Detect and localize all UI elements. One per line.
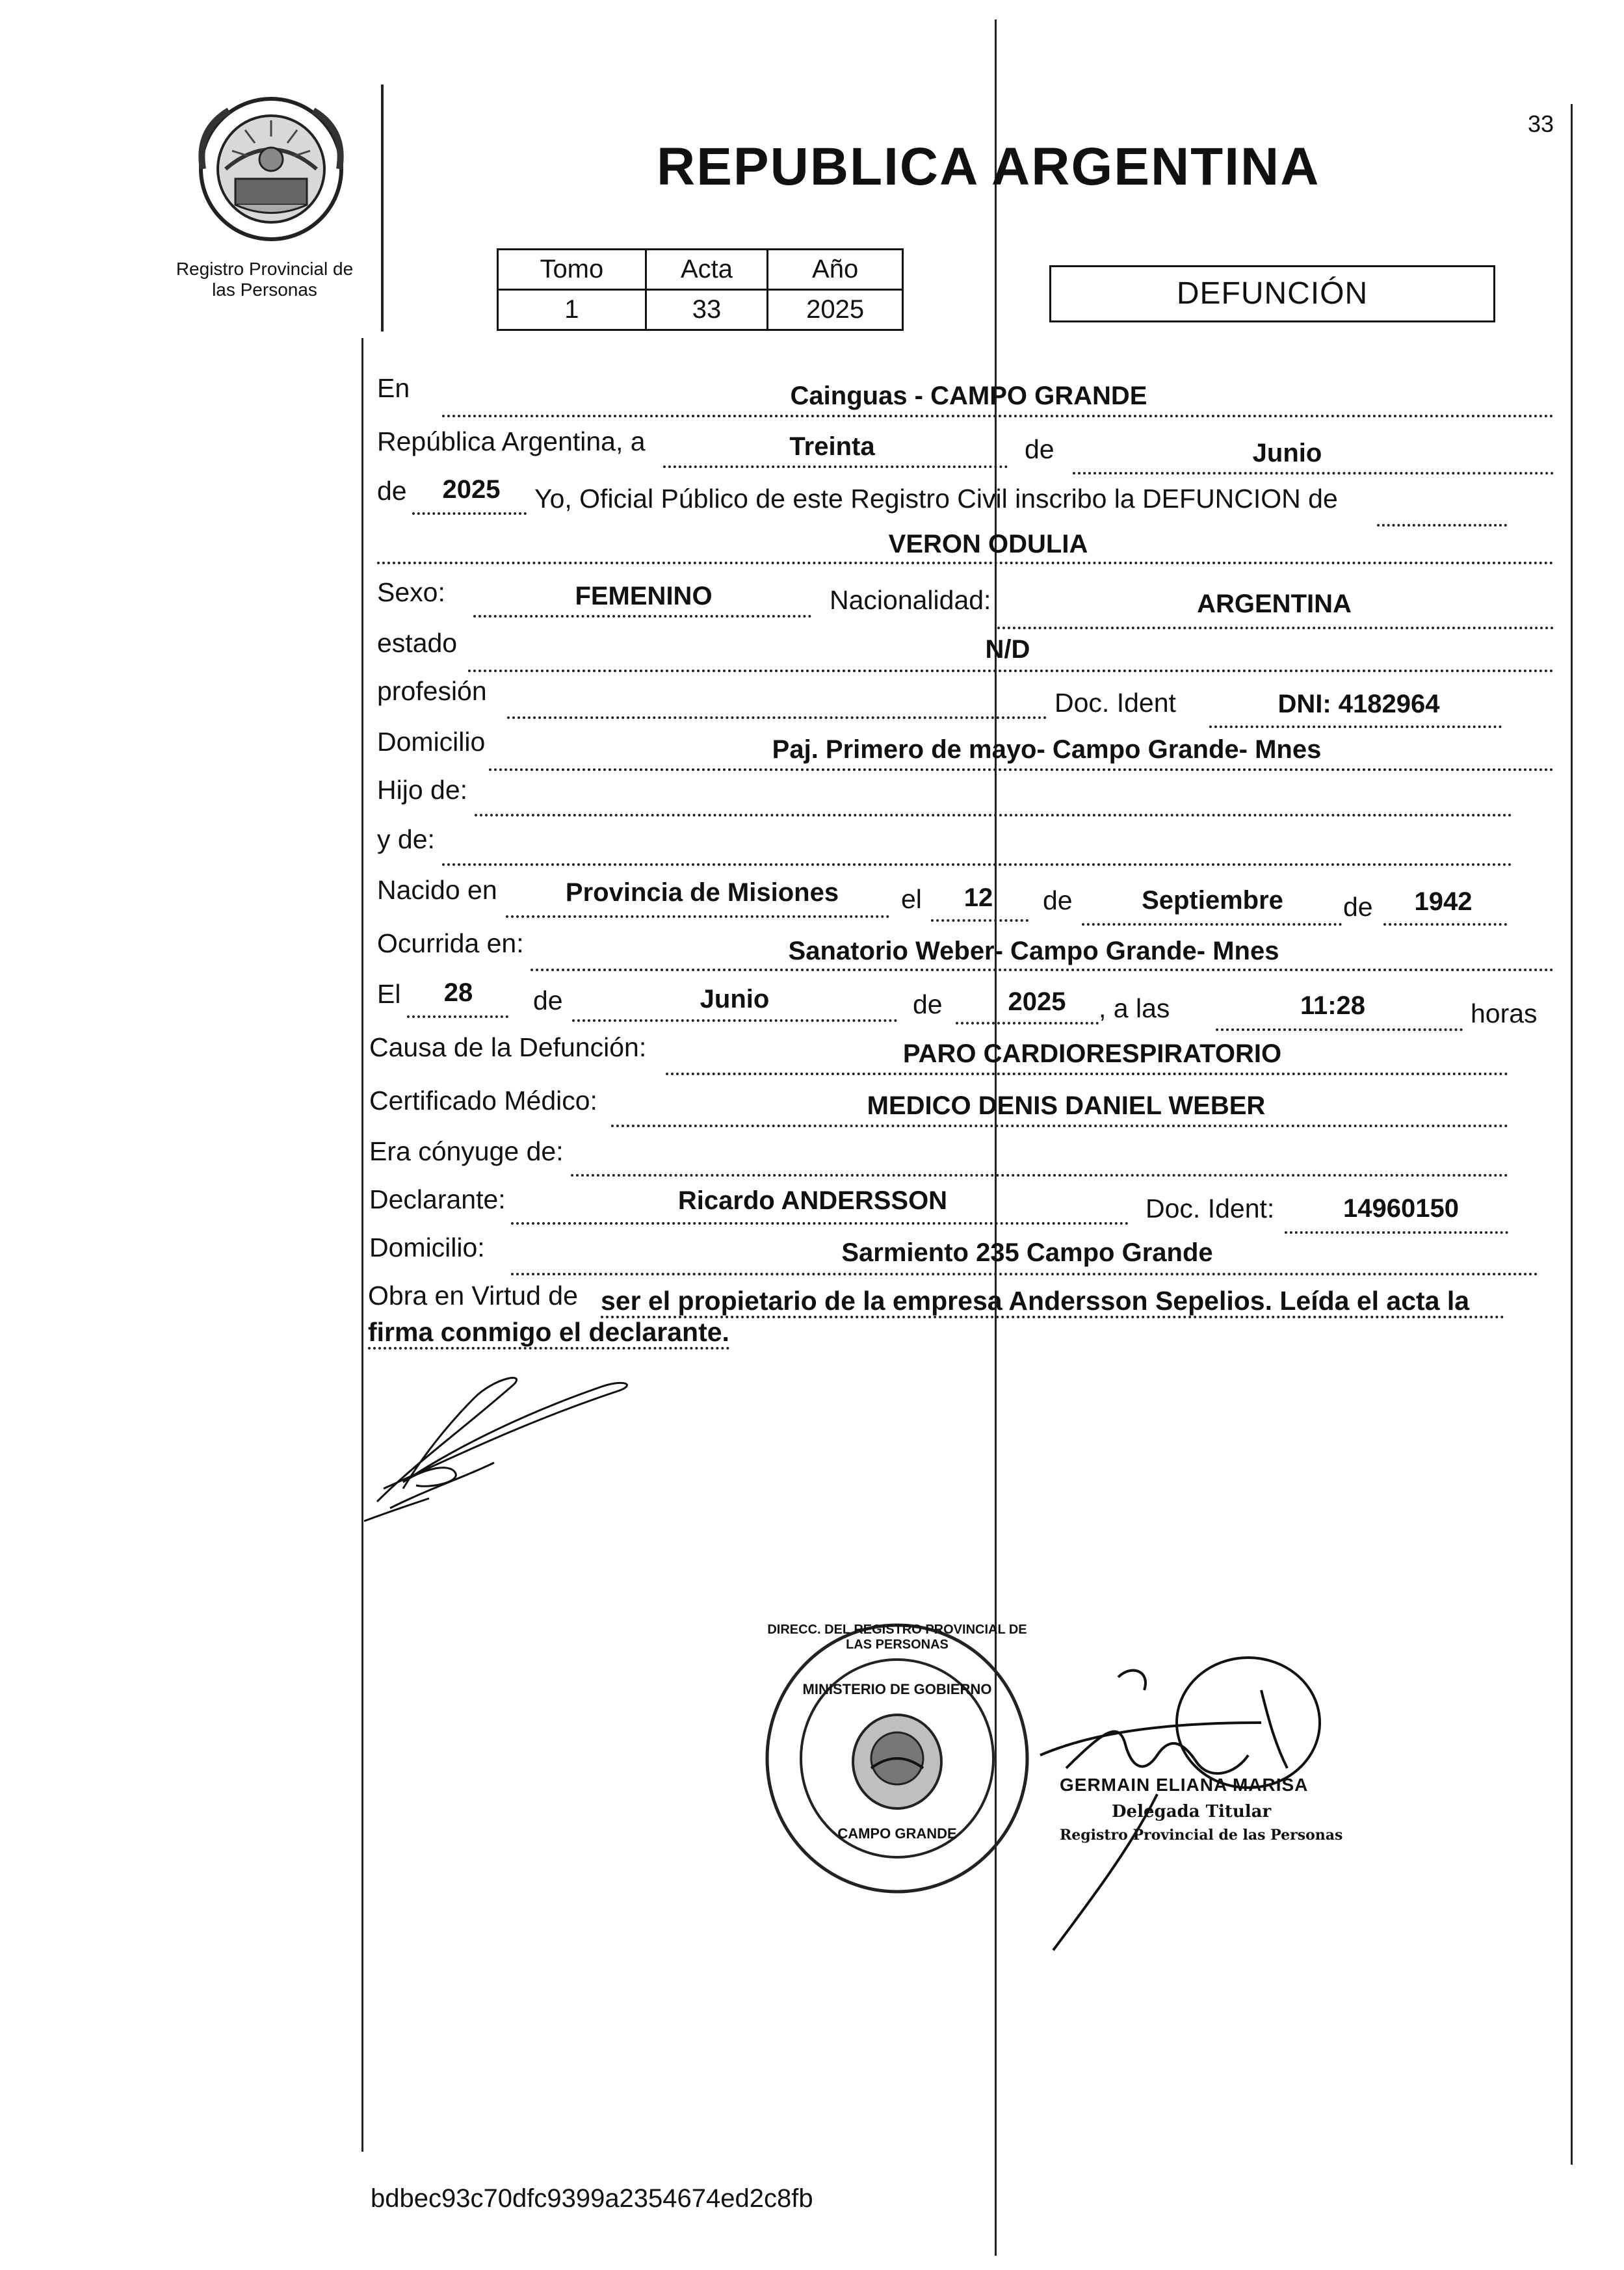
label-sexo: Sexo: (377, 577, 445, 607)
line-sexo (473, 615, 811, 618)
line-nac-mes (1082, 923, 1342, 926)
label-de-1: de (1025, 434, 1054, 464)
label-el: el (901, 884, 922, 914)
declarant-signature (364, 1359, 637, 1528)
label-republica: República Argentina, a (377, 426, 646, 456)
line-conyuge (571, 1174, 1508, 1177)
document-type-box: DEFUNCIÓN (1049, 265, 1495, 322)
value-def-hora: 11:28 (1300, 991, 1366, 1020)
line-anio (412, 512, 527, 515)
value-ocurrida-en: Sanatorio Weber- Campo Grande- Mnes (788, 937, 1279, 965)
value-nacionalidad: ARGENTINA (1197, 590, 1352, 618)
label-y-de: y de: (377, 824, 435, 854)
registry-name: Registro Provincial de las Personas (176, 259, 354, 300)
line-ocurrida-en (530, 969, 1554, 971)
line-hijo-de (475, 814, 1512, 816)
label-profesion: profesión (377, 676, 487, 706)
line-def-mes (572, 1019, 897, 1022)
line-nombre (377, 562, 1554, 564)
value-nac-dia: 12 (963, 883, 993, 912)
label-nacionalidad: Nacionalidad: (830, 585, 991, 615)
value-certificado: MEDICO DENIS DANIEL WEBER (867, 1091, 1266, 1120)
line-nac-dia (931, 919, 1028, 922)
label-a-las: , a las (1099, 993, 1170, 1023)
value-declarante: Ricardo ANDERSSON (677, 1186, 948, 1215)
value-def-dia: 28 (443, 978, 473, 1007)
label-en: En (377, 373, 410, 403)
delegate-name: GERMAIN ELIANA MARISA (1060, 1775, 1309, 1795)
value-declarante-doc: 14960150 (1343, 1194, 1459, 1223)
province-logo (190, 91, 352, 247)
label-certificado: Certificado Médico: (369, 1086, 597, 1115)
line-lugar (442, 415, 1554, 417)
record-number-table (497, 248, 904, 331)
misiones-crest-icon (190, 91, 352, 247)
value-nacido-en: Provincia de Misiones (565, 878, 839, 907)
anio-value: 2025 (768, 290, 903, 330)
label-horas: horas (1471, 998, 1538, 1028)
line-declarante-doc (1285, 1231, 1508, 1234)
label-doc-ident-declarante: Doc. Ident: (1146, 1194, 1275, 1223)
value-estado: N/D (985, 635, 1030, 664)
line-domicilio (489, 768, 1554, 771)
line-nacionalidad (997, 627, 1554, 629)
document-hash: bdbec93c70dfc9399a2354674ed2c8fb (371, 2184, 813, 2213)
label-de-3: de (1043, 885, 1073, 915)
line-def-dia (407, 1015, 508, 1018)
line-nacido-en (506, 915, 889, 918)
label-hijo-de: Hijo de: (377, 775, 468, 805)
label-declarante: Declarante: (369, 1184, 506, 1214)
seal-bottom-text: CAMPO GRANDE (837, 1825, 957, 1842)
label-de-4: de (1343, 892, 1373, 922)
value-nac-anio: 1942 (1414, 887, 1473, 916)
line-certificado (611, 1125, 1508, 1127)
label-ocurrida-en: Ocurrida en: (377, 928, 524, 958)
label-doc-ident: Doc. Ident (1054, 688, 1176, 718)
value-obra-texto-1: ser el propietario de la empresa Andersson Sepelios. Leída el acta la (601, 1286, 1504, 1318)
delegate-title: Delegada Titular (1112, 1802, 1272, 1821)
page-number: 33 (1528, 111, 1554, 137)
line-mes (1073, 472, 1554, 475)
left-margin-rule-body (361, 338, 363, 2152)
tomo-header: Tomo (498, 250, 646, 290)
line-dia (663, 465, 1008, 468)
anio-header: Año (768, 250, 903, 290)
value-nac-mes: Septiembre (1142, 886, 1283, 915)
country-title: REPUBLICA ARGENTINA (657, 137, 1320, 196)
signature-scribble-icon (364, 1359, 637, 1528)
label-de-5: de (533, 985, 563, 1015)
line-declarante (511, 1222, 1129, 1225)
value-domicilio: Paj. Primero de mayo- Campo Grande- Mnes (772, 735, 1322, 764)
delegate-signature (988, 1651, 1378, 1976)
label-nacido-en: Nacido en (377, 875, 497, 905)
label-domicilio: Domicilio (377, 727, 486, 757)
line-def-anio (956, 1022, 1099, 1024)
label-de-6: de (913, 989, 943, 1019)
value-documento: DNI: 4182964 (1277, 690, 1440, 718)
seal-inner-text: MINISTERIO DE GOBIERNO (802, 1681, 992, 1697)
value-def-mes: Junio (700, 985, 770, 1013)
value-mes: Junio (1252, 439, 1322, 467)
label-domicilio-declarante: Domicilio: (369, 1233, 485, 1262)
value-lugar: Cainguas - CAMPO GRANDE (790, 382, 1147, 410)
label-de-2: de (377, 476, 407, 506)
line-profesion (507, 716, 1047, 719)
value-anio: 2025 (442, 475, 501, 504)
line-documento (1209, 725, 1502, 728)
value-sexo: FEMENINO (575, 582, 713, 610)
line-y-de (442, 863, 1512, 866)
label-conyuge: Era cónyuge de: (369, 1136, 564, 1166)
label-yo-text: Yo, Oficial Público de este Registro Civil inscribo la DEFUNCION de (534, 484, 1338, 514)
line-declarante-domicilio (511, 1273, 1538, 1275)
right-margin-rule (1571, 104, 1573, 2165)
acta-value: 33 (646, 290, 768, 330)
label-obra-virtud: Obra en Virtud de (368, 1281, 578, 1311)
label-el-cap: El (377, 979, 401, 1009)
value-causa: PARO CARDIORESPIRATORIO (902, 1039, 1282, 1068)
line-nac-anio (1383, 923, 1507, 926)
seal-outer-text: DIRECC. DEL REGISTRO PROVINCIAL DE LAS PERSONAS (767, 1623, 1027, 1652)
left-margin-rule (381, 85, 384, 332)
value-dia: Treinta (789, 432, 875, 461)
value-def-anio: 2025 (1008, 987, 1066, 1016)
value-nombre: VERON ODULIA (888, 530, 1088, 558)
line-estado (468, 670, 1554, 672)
value-declarante-domicilio: Sarmiento 235 Campo Grande (841, 1238, 1213, 1267)
acta-header: Acta (646, 250, 768, 290)
delegate-office: Registro Provincial de las Personas (1060, 1827, 1343, 1844)
tomo-value: 1 (498, 290, 646, 330)
label-estado: estado (377, 628, 458, 658)
line-def-hora (1216, 1028, 1463, 1031)
label-causa: Causa de la Defunción: (369, 1032, 647, 1062)
line-defuncion-de (1377, 524, 1507, 527)
value-obra-texto-2: firma conmigo el declarante. (368, 1317, 729, 1350)
line-causa (666, 1073, 1508, 1075)
